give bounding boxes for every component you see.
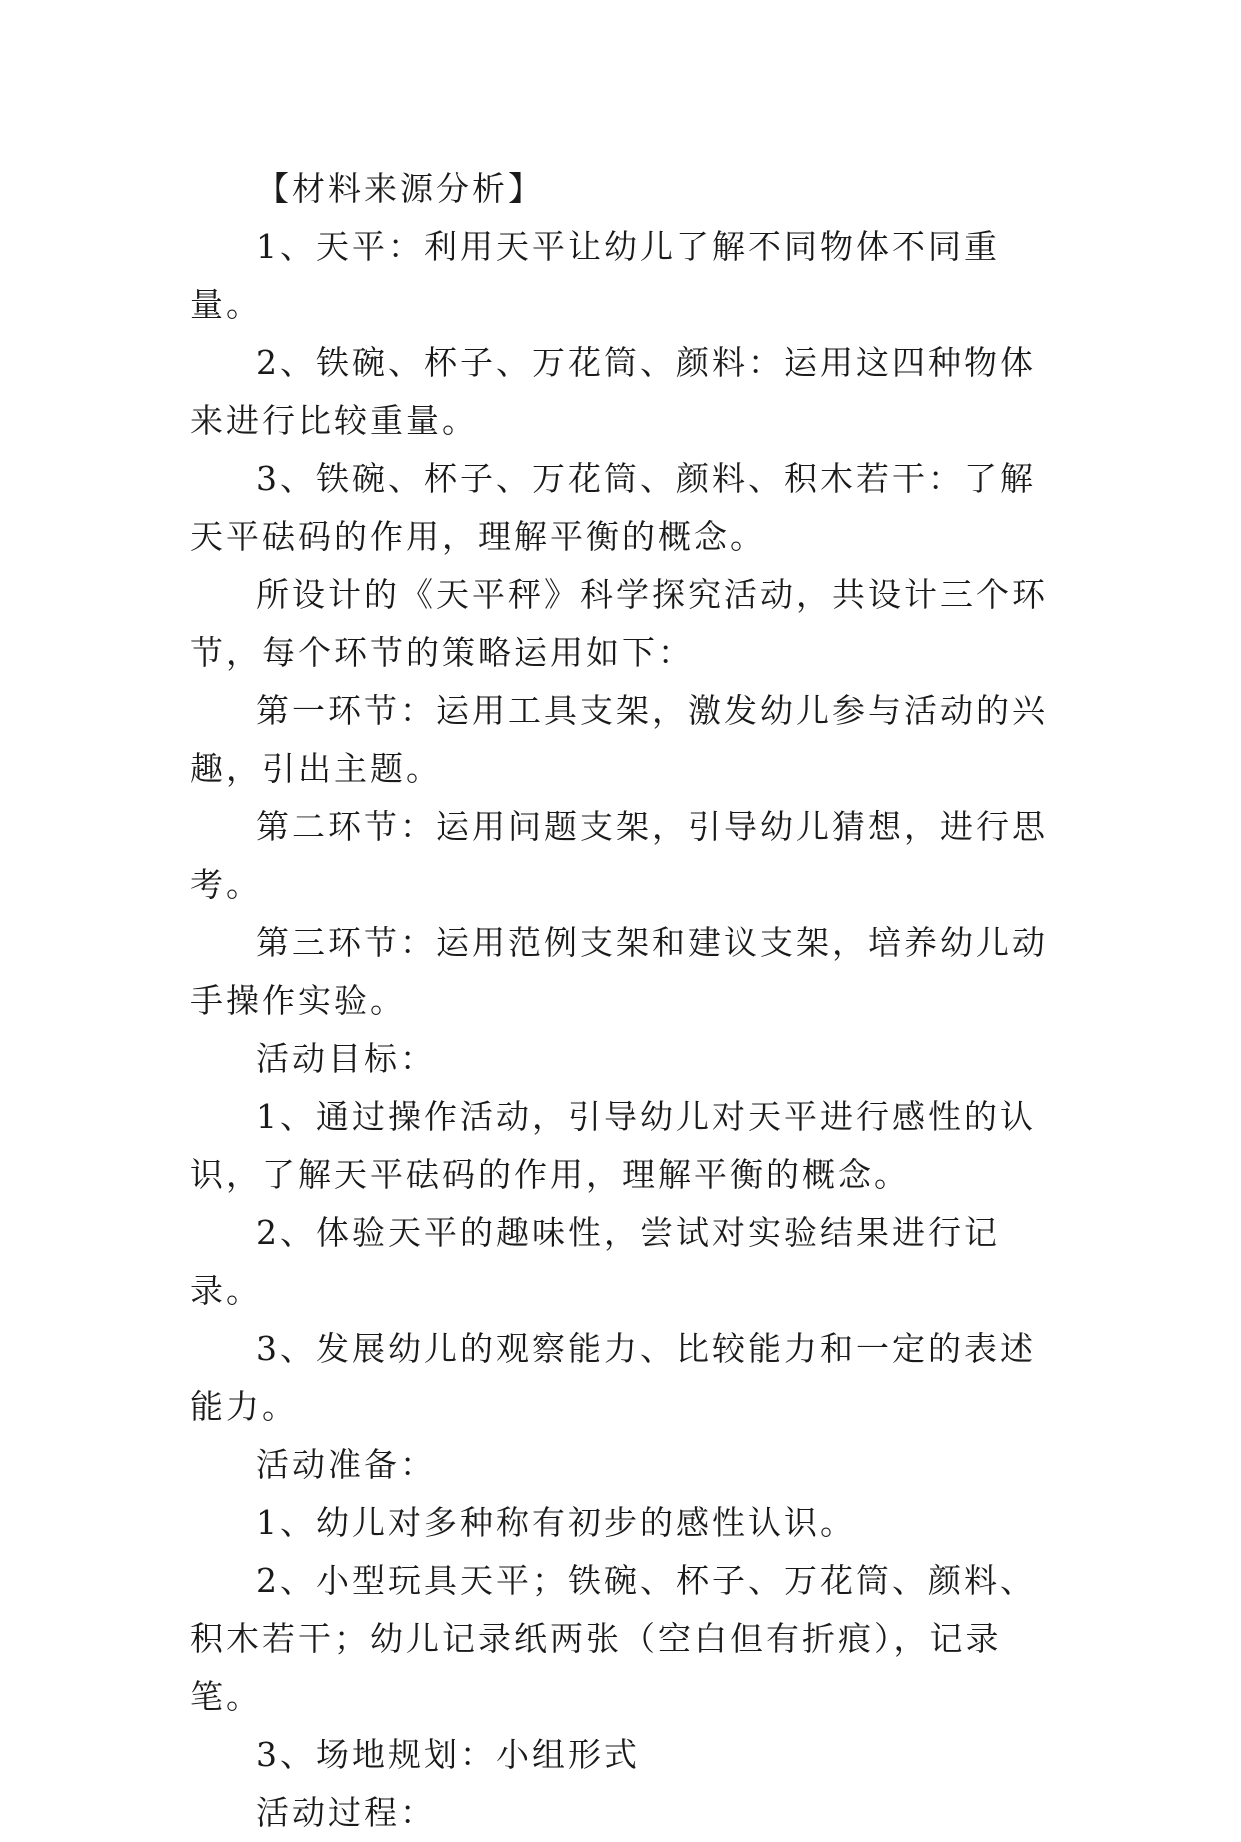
paragraph: 第三环节：运用范例支架和建议支架，培养幼儿动手操作实验。 bbox=[190, 923, 1048, 1020]
paragraph: 3、发展幼儿的观察能力、比较能力和一定的表述能力。 bbox=[190, 1329, 1036, 1426]
paragraph: 3、铁碗、杯子、万花筒、颜料、积木若干：了解天平砝码的作用，理解平衡的概念。 bbox=[190, 459, 1036, 556]
section-heading-materials: 【材料来源分析】 bbox=[256, 169, 544, 208]
paragraph: 2、小型玩具天平；铁碗、杯子、万花筒、颜料、积木若干；幼儿记录纸两张（空白但有折痕），记录笔。 bbox=[190, 1561, 1036, 1716]
paragraph: 2、铁碗、杯子、万花筒、颜料：运用这四种物体来进行比较重量。 bbox=[190, 343, 1036, 440]
document-body bbox=[190, 160, 1070, 1842]
paragraph: 2、体验天平的趣味性，尝试对实验结果进行记录。 bbox=[190, 1213, 1000, 1310]
paragraph: 所设计的《天平秤》科学探究活动，共设计三个环节，每个环节的策略运用如下： bbox=[190, 575, 1048, 672]
paragraph: 3、场地规划：小组形式 bbox=[256, 1735, 640, 1774]
paragraph: 第一环节：运用工具支架，激发幼儿参与活动的兴趣，引出主题。 bbox=[190, 691, 1048, 788]
paragraph: 1、幼儿对多种称有初步的感性认识。 bbox=[256, 1503, 856, 1542]
paragraph: 第二环节：运用问题支架，引导幼儿猜想，进行思考。 bbox=[190, 807, 1048, 904]
section-heading-process: 活动过程： bbox=[256, 1793, 436, 1832]
paragraph: 1、通过操作活动，引导幼儿对天平进行感性的认识，了解天平砝码的作用，理解平衡的概念。 bbox=[190, 1097, 1036, 1194]
paragraph: 1、天平：利用天平让幼儿了解不同物体不同重量。 bbox=[190, 227, 1000, 324]
section-heading-preparation: 活动准备： bbox=[256, 1445, 436, 1484]
section-heading-goals: 活动目标： bbox=[256, 1039, 436, 1078]
